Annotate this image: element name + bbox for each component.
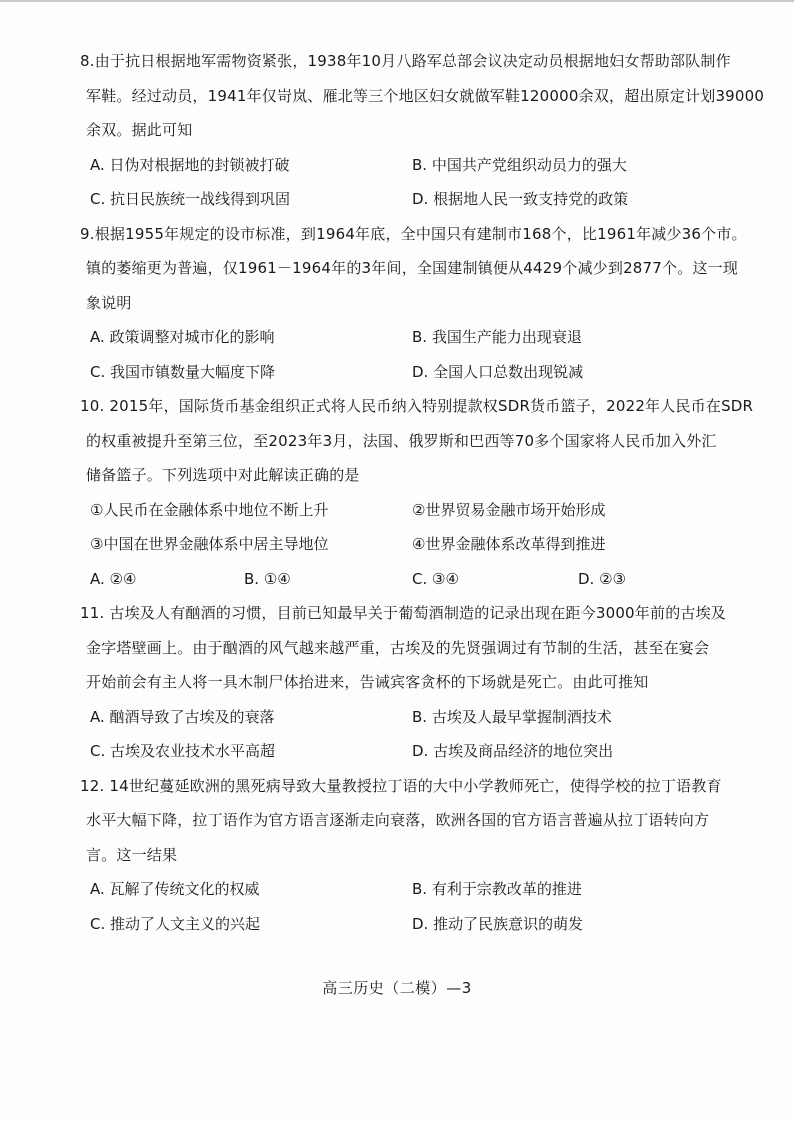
option-row — [84, 355, 734, 390]
option-row — [84, 148, 734, 183]
question-12 — [80, 769, 734, 942]
option-c: C. 推动了人文主义的兴起 — [90, 914, 261, 933]
page-footer: 高三历史（二模）—3 — [322, 979, 472, 997]
question-9 — [80, 217, 747, 390]
option-b: B. ①④ — [244, 569, 291, 588]
option-c: C. ③④ — [412, 569, 459, 588]
statement-4: ④世界金融体系改革得到推进 — [412, 535, 606, 553]
statement-1: ①人民币在金融体系中地位不断上升 — [90, 500, 329, 519]
question-stem-line: 军鞋。经过动员，1941年仅岢岚、雁北等三个地区妇女就做军鞋120000余双，超出原定计划39000 — [86, 86, 765, 105]
option-row — [84, 182, 734, 217]
question-stem-line: 9.根据1955年规定的设市标准，到1964年底，全中国只有建制市168个，比1961年减少36个市。 — [80, 224, 747, 243]
option-c: C. 古埃及农业技术水平高超 — [90, 742, 276, 760]
option-b: B. 中国共产党组织动员力的强大 — [412, 155, 627, 174]
option-d: D. 全国人口总数出现锐减 — [412, 362, 584, 381]
option-row — [84, 700, 734, 735]
top-rule — [0, 0, 794, 2]
option-d: D. 古埃及商品经济的地位突出 — [412, 742, 614, 760]
statement-row — [84, 493, 734, 528]
option-row — [84, 320, 734, 355]
question-stem-line: 镇的萎缩更为普遍，仅1961－1964年的3年间，全国建制镇便从4429个减少到2877个。这一现 — [86, 259, 739, 277]
question-stem-line: 储备篮子。下列选项中对此解读正确的是 — [86, 466, 360, 484]
option-a: A. 政策调整对城市化的影响 — [90, 328, 275, 346]
option-row — [84, 907, 734, 942]
statement-3: ③中国在世界金融体系中居主导地位 — [90, 535, 329, 553]
question-8 — [80, 44, 765, 217]
question-stem-line: 言。这一结果 — [86, 845, 178, 864]
question-10 — [80, 389, 754, 596]
option-d: D. 根据地人民一致支持党的政策 — [412, 190, 629, 208]
question-list — [80, 44, 765, 941]
question-stem-line: 象说明 — [86, 293, 132, 312]
option-a: A. ②④ — [90, 569, 137, 588]
option-b: B. 古埃及人最早掌握制酒技术 — [412, 707, 612, 726]
option-row — [84, 734, 734, 769]
option-a: A. 瓦解了传统文化的权威 — [90, 880, 260, 898]
question-stem-line: 10. 2015年，国际货币基金组织正式将人民币纳入特别提款权SDR货币篮子，2022年人民币在SDR — [80, 397, 754, 415]
question-stem-line: 水平大幅下降，拉丁语作为官方语言逐渐走向衰落，欧洲各国的官方语言普遍从拉丁语转向方 — [86, 811, 710, 829]
option-b: B. 我国生产能力出现衰退 — [412, 328, 582, 346]
option-a: A. 日伪对根据地的封锁被打破 — [90, 155, 290, 174]
option-d: D. ②③ — [578, 569, 626, 588]
option-row — [84, 872, 734, 907]
statement-row — [84, 527, 734, 562]
option-c: C. 我国市镇数量大幅度下降 — [90, 362, 276, 381]
question-stem-line: 12. 14世纪蔓延欧洲的黑死病导致大量教授拉丁语的大中小学教师死亡，使得学校的拉丁语教育 — [80, 776, 722, 795]
question-stem-line: 开始前会有主人将一具木制尸体抬进来，告诫宾客贪杯的下场就是死亡。由此可推知 — [86, 673, 649, 691]
question-stem-line: 金字塔壁画上。由于酗酒的风气越来越严重，古埃及的先贤强调过有节制的生活，甚至在宴会 — [86, 638, 710, 657]
option-d: D. 推动了民族意识的萌发 — [412, 914, 584, 933]
option-c: C. 抗日民族统一战线得到巩固 — [90, 190, 291, 208]
answer-row — [84, 562, 734, 597]
question-stem-line: 11. 古埃及人有酗酒的习惯，目前已知最早关于葡萄酒制造的记录出现在距今3000年前的古埃及 — [80, 604, 727, 622]
question-stem-line: 余双。据此可知 — [86, 121, 193, 139]
option-b: B. 有利于宗教改革的推进 — [412, 880, 582, 898]
question-stem-line: 8.由于抗日根据地军需物资紧张，1938年10月八路军总部会议决定动员根据地妇女帮助部队制作 — [80, 52, 731, 70]
question-stem-line: 的权重被提升至第三位，至2023年3月，法国、俄罗斯和巴西等70多个国家将人民币加入外汇 — [86, 431, 717, 450]
statement-2: ②世界贸易金融市场开始形成 — [412, 500, 606, 519]
option-a: A. 酗酒导致了古埃及的衰落 — [90, 707, 275, 726]
question-11 — [80, 596, 734, 769]
